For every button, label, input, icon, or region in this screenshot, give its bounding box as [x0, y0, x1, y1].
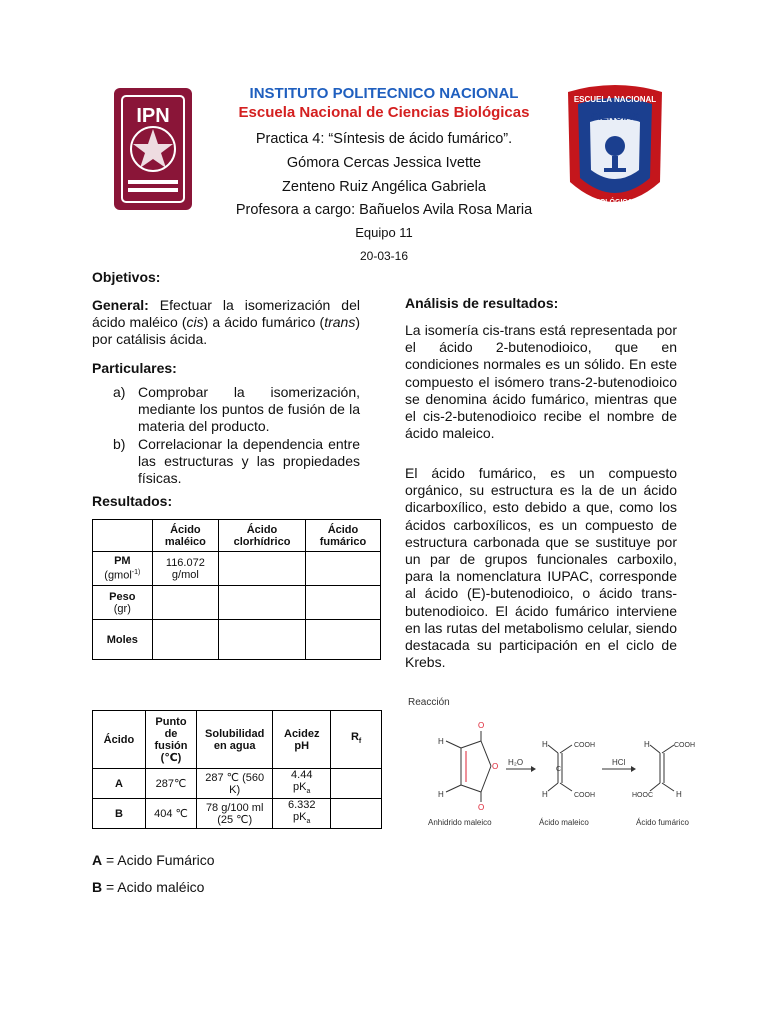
- bond: [662, 745, 674, 753]
- bond: [446, 785, 461, 792]
- table-row: [93, 769, 382, 799]
- row-label: [93, 586, 153, 620]
- table-row: [93, 620, 381, 660]
- particular-title: Particulares:: [92, 360, 177, 376]
- acid-sub: a: [306, 788, 311, 796]
- atom-h: H: [676, 790, 682, 799]
- list-item-mark: a): [113, 384, 126, 400]
- practice-title: Practica 4: “Síntesis de ácido fumárico”.: [255, 131, 513, 147]
- bond: [662, 783, 674, 791]
- legend-a: [92, 852, 215, 868]
- legend-value: = Acido Fumárico: [102, 852, 215, 868]
- team-line: Equipo 11: [355, 225, 413, 240]
- analysis-paragraph-1: La isomería cis-trans está representada por el ácido 2-butenodioico, que en condiciones normales es un sólido. En este compuesto el isómero trans-2-butenodioico se denomina ácido fumárico, mientras que el cis-2-butenodioico recibe el nombre de ácido maleico.: [405, 322, 677, 442]
- atom-h: H: [542, 790, 548, 799]
- rf-sub: f: [358, 738, 362, 746]
- group-hooc: HOOC: [632, 792, 653, 799]
- reaction-figure: [406, 693, 706, 833]
- table-cell: B: [93, 799, 146, 829]
- table-cell: [152, 620, 218, 660]
- row-label-sup: -1): [131, 569, 141, 577]
- table-cell: [219, 552, 306, 586]
- table-cell: [305, 552, 380, 586]
- table-cell: 78 g/100 ml (25 ℃): [197, 799, 273, 829]
- author-1: Gómora Cercas Jessica Ivette: [286, 155, 482, 171]
- table-header: Acidez pH: [273, 711, 331, 769]
- legend-key: A: [92, 852, 103, 868]
- atom-o: O: [478, 721, 485, 730]
- fumaric-acid-structure: [650, 745, 674, 791]
- anhydride-structure: [446, 731, 491, 802]
- analysis-paragraph-2: El ácido fumárico, es un compuesto orgánico, su estructura es la de un ácido dicarboxílico, esto debido a que, como los ácidos carboxílicos, es un compuesto de estructura carbonada que se sustituye por un par de grupos funcionales carboxilo, para la nomenclatura IUPAC, corresponde al ácido (E)-butenodioico, o ácido trans-butenodioico. El ácido fumárico interviene en las rutas del metabolismo celular, siendo destacada su participación en el ciclo de Krebs.: [405, 465, 677, 671]
- table-cell: [219, 620, 306, 660]
- general-text-1: Efectuar la isomerización del ácido maléico (: [92, 297, 360, 331]
- bond: [481, 741, 491, 766]
- general-text-3: ) por catálisis ácida.: [92, 314, 361, 348]
- bond: [548, 745, 558, 753]
- table-header: Punto de fusión (℃): [145, 711, 196, 769]
- table-row: [93, 586, 381, 620]
- bond: [650, 783, 660, 791]
- table-cell: 404 ℃: [145, 799, 196, 829]
- table-cell: [305, 620, 380, 660]
- list-item: [113, 436, 360, 488]
- bond: [650, 745, 660, 753]
- bond: [481, 766, 491, 792]
- table-cell: [331, 769, 382, 799]
- general-objective: [92, 297, 360, 349]
- list-item: [113, 384, 360, 436]
- author-2: Zenteno Ruiz Angélica Gabriela: [282, 179, 486, 195]
- row-label: Moles: [93, 620, 153, 660]
- table-cell: 116.072 g/mol: [152, 552, 218, 586]
- table-cell: [219, 586, 306, 620]
- results-table: [92, 519, 381, 660]
- table-row: [93, 552, 381, 586]
- bond: [560, 745, 572, 753]
- objectives-title: Objetivos:: [92, 269, 161, 285]
- list-item-text: Correlacionar la dependencia entre las estructuras y las propiedades físicas.: [138, 435, 360, 487]
- arrow-head: [631, 766, 636, 772]
- teacher-line: Profesora a cargo: Bañuelos Avila Rosa Maria: [235, 202, 533, 218]
- encb-logo-top: ESCUELA NACIONAL: [573, 95, 657, 104]
- atom-h: H: [644, 740, 650, 749]
- table-header: Ácido maléico: [152, 520, 218, 552]
- date-line: 20-03-16: [359, 249, 409, 263]
- bond: [461, 785, 481, 792]
- legend-key: B: [92, 879, 103, 895]
- legend-value: = Acido maléico: [102, 879, 205, 895]
- row-label-main: PM: [114, 555, 131, 568]
- encb-logo-mid: CIENCIAS: [591, 112, 639, 123]
- rf-label: R: [350, 730, 359, 743]
- bond: [560, 783, 572, 791]
- table-cell: [273, 769, 331, 799]
- table-cell: A: [93, 769, 146, 799]
- group-cooh: COOH: [574, 792, 595, 799]
- acid-unit: pK: [293, 781, 307, 793]
- row-label-sub: (gmol: [104, 569, 132, 582]
- table-row: [93, 711, 382, 769]
- table-header: Ácido fumárico: [305, 520, 380, 552]
- particular-list: [113, 384, 360, 487]
- arrow-head: [531, 766, 536, 772]
- row-label-sub: (gr): [113, 602, 131, 615]
- acid-sub: a: [306, 818, 311, 826]
- legend-b: [92, 879, 204, 895]
- row-label-main: Peso: [109, 590, 136, 603]
- encb-logo: [560, 82, 670, 220]
- analysis-title: Análisis de resultados:: [405, 295, 559, 311]
- general-text-2: ) a ácido fumárico (: [203, 314, 325, 331]
- row-label: [93, 552, 153, 586]
- table-cell: [331, 799, 382, 829]
- acid-value: 6.332: [287, 799, 316, 812]
- list-item-text: Comprobar la isomerización, mediante los puntos de fusión de la materia del producto.: [138, 384, 360, 435]
- atom-c: C: [556, 766, 562, 773]
- general-trans: trans: [324, 314, 356, 331]
- institute-title: INSTITUTO POLITECNICO NACIONAL: [249, 85, 519, 102]
- general-label: General:: [92, 297, 149, 313]
- acid-unit: pK: [293, 811, 307, 824]
- reagent-water: H₂O: [508, 758, 524, 767]
- table-header: Ácido: [93, 711, 146, 769]
- group-cooh: COOH: [574, 742, 595, 749]
- atom-o: O: [478, 803, 485, 812]
- reaction-title: Reacción: [408, 697, 450, 708]
- encb-logo-bottom: BIOLÓGICAS: [592, 199, 638, 206]
- acid-value: 4.44: [291, 769, 313, 781]
- atom-h: H: [542, 740, 548, 749]
- list-item-mark: b): [113, 435, 126, 452]
- table-header: [331, 711, 382, 769]
- table-cell: 287 ℃ (560 K): [197, 769, 273, 799]
- table-cell: [93, 520, 153, 552]
- table-row: [93, 520, 381, 552]
- bond: [461, 741, 481, 748]
- atom-o: O: [492, 762, 499, 771]
- label-anhydride: Anhidrido maleico: [428, 818, 492, 827]
- table-row: [93, 799, 382, 829]
- table-cell: 287℃: [145, 769, 196, 799]
- bond: [548, 783, 558, 791]
- table-cell: [152, 586, 218, 620]
- ipn-logo-text: IPN: [136, 105, 170, 127]
- results-title: Resultados:: [92, 493, 173, 509]
- table-cell: [305, 586, 380, 620]
- table-cell: [273, 799, 331, 829]
- school-title: Escuela Nacional de Ciencias Biológicas: [238, 104, 530, 121]
- properties-table: [92, 710, 382, 829]
- atom-h: H: [438, 737, 444, 746]
- bond: [446, 741, 461, 748]
- table-header: Solubilidad en agua: [197, 711, 273, 769]
- reagent-hcl: HCl: [612, 758, 626, 767]
- general-cis: cis: [186, 314, 204, 331]
- label-maleic: Ácido maleico: [539, 818, 589, 827]
- atom-h: H: [438, 790, 444, 799]
- table-header: Ácido clorhídrico: [219, 520, 306, 552]
- group-cooh: COOH: [674, 742, 695, 749]
- label-fumaric: Ácido fumárico: [636, 818, 689, 827]
